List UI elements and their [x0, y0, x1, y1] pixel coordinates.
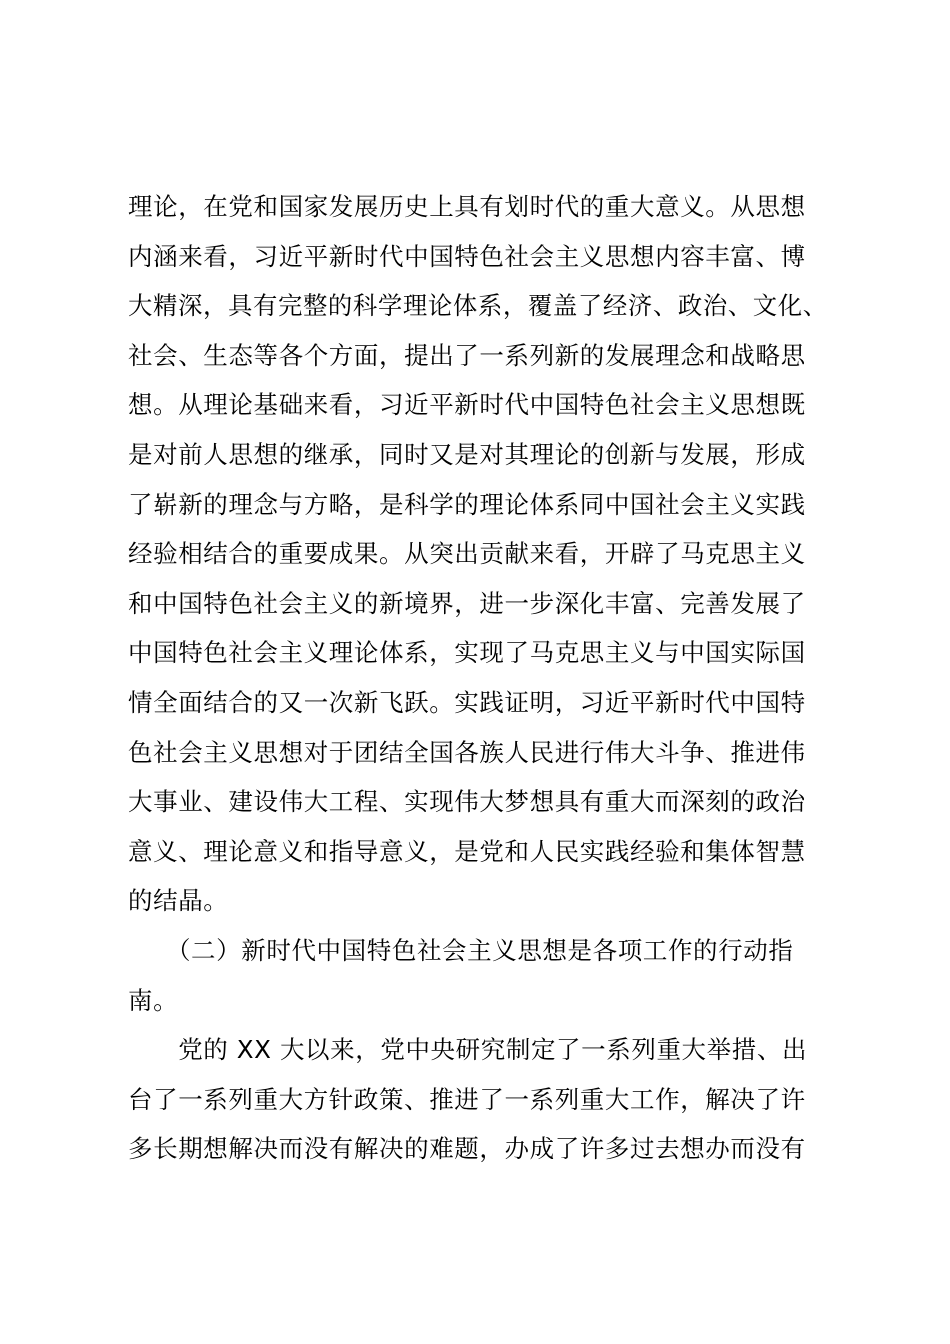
section-heading-continuation: 南。 [128, 985, 179, 1015]
text-line: 的结晶。 [128, 886, 229, 916]
text-line: 理论，在党和国家发展历史上具有划时代的重大意义。从思想 [128, 192, 806, 221]
text-line: 经验相结合的重要成果。从突出贡献来看，开辟了马克思主义 [128, 539, 806, 569]
section-heading: （二）新时代中国特色社会主义思想是各项工作的行动指 [128, 935, 794, 965]
text-line: 内涵来看，习近平新时代中国特色社会主义思想内容丰富、博 [128, 241, 806, 271]
text-line: 和中国特色社会主义的新境界，进一步深化丰富、完善发展了 [128, 588, 806, 618]
body-text [128, 182, 828, 1174]
text-line: 意义、理论意义和指导意义，是党和人民实践经验和集体智慧 [128, 836, 806, 866]
text-line: 想。从理论基础来看，习近平新时代中国特色社会主义思想既 [128, 390, 806, 420]
text-line: 大精深，具有完整的科学理论体系，覆盖了经济、政治、文化、 [128, 291, 828, 321]
text-line: 多长期想解决而没有解决的难题，办成了许多过去想办而没有 [128, 1134, 806, 1164]
text-line: 了崭新的理念与方略，是科学的理论体系同中国社会主义实践 [128, 489, 806, 519]
text-line: 大事业、建设伟大工程、实现伟大梦想具有重大而深刻的政治 [128, 787, 806, 817]
text-line: 党的 XX 大以来，党中央研究制定了一系列重大举措、出 [128, 1035, 808, 1065]
text-line: 台了一系列重大方针政策、推进了一系列重大工作，解决了许 [128, 1084, 806, 1114]
text-line: 是对前人思想的继承，同时又是对其理论的创新与发展，形成 [128, 439, 806, 469]
text-line: 社会、生态等各个方面，提出了一系列新的发展理念和战略思 [128, 340, 806, 370]
text-line: 色社会主义思想对于团结全国各族人民进行伟大斗争、推进伟 [128, 737, 806, 767]
text-line: 情全面结合的又一次新飞跃。实践证明，习近平新时代中国特 [128, 687, 806, 717]
text-line: 中国特色社会主义理论体系，实现了马克思主义与中国实际国 [128, 638, 806, 668]
